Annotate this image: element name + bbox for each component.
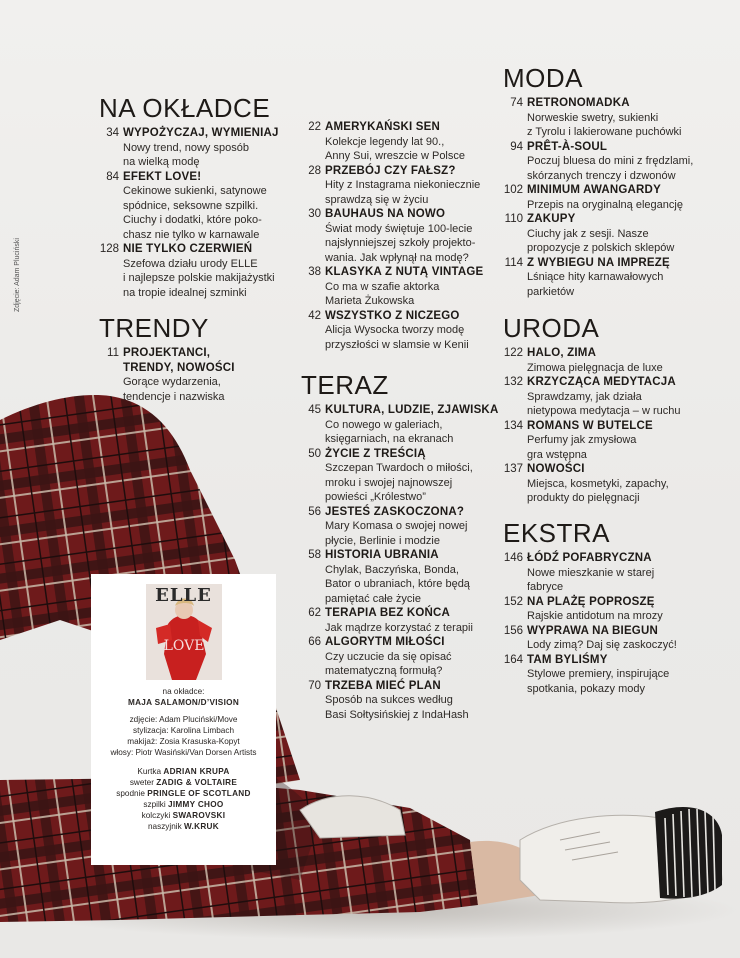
entry-description: Nowe mieszkanie w starej	[527, 566, 655, 579]
entry-description: Hity z Instagrama niekoniecznie	[325, 179, 481, 191]
clothing-item: spodnie	[116, 789, 145, 798]
section-trendy	[99, 314, 289, 404]
page-number: 30	[308, 208, 321, 220]
entry-title: KULTURA, LUDZIE, ZJAWISKA	[325, 404, 499, 416]
entry-title: TRZEBA MIEĆ PLAN	[325, 679, 441, 692]
clothing-brand: ADRIAN KRUPA	[163, 767, 230, 776]
entry-description: i najlepsze polskie makijażystki	[123, 272, 275, 284]
entry-title: ROMANS W BUTELCE	[527, 419, 653, 432]
entry-title: TERAPIA BEZ KOŃCA	[325, 607, 451, 619]
toc-entry	[503, 212, 723, 256]
entry-title-cont: TRENDY, NOWOŚCI	[123, 361, 235, 374]
toc-entry	[503, 595, 723, 624]
entry-description: Alicja Wysocka tworzy modę	[325, 324, 465, 336]
entry-description: tendencje i nazwiska	[123, 390, 225, 403]
toc-entry	[503, 653, 723, 697]
section-title: URODA	[503, 313, 600, 343]
page-number: 56	[308, 505, 321, 518]
entry-description: Jak mądrze korzystać z terapii	[325, 621, 473, 634]
entry-description: Perfumy jak zmysłowa	[527, 434, 637, 446]
clothing-item: naszyjnik	[148, 822, 182, 831]
entry-description: Mary Komasa o swojej nowej	[325, 520, 468, 532]
section-title: NA OKŁADCE	[99, 93, 271, 123]
entry-description: fabryce	[527, 581, 564, 593]
clothing-brand: W.KRUK	[183, 822, 219, 831]
entry-description: Norweskie swetry, sukienki	[527, 111, 659, 124]
entry-description: spotkania, pokazy mody	[527, 682, 646, 695]
entry-description: sprawdzą się w życiu	[325, 193, 429, 206]
entry-description: spódnice, seksowne szpilki.	[123, 199, 259, 212]
clothing-credit	[91, 766, 276, 777]
clothes-list	[91, 766, 276, 832]
toc-entry	[503, 624, 723, 653]
section-title: TERAZ	[301, 370, 389, 400]
cover-credit: zdjęcie: Adam Pluciński/Move	[129, 715, 238, 724]
toc-entry	[301, 505, 511, 549]
entry-description: chasz nie tylko w karnawale	[123, 228, 260, 241]
page-number: 70	[308, 679, 321, 692]
entry-description: pamiętać całe życie	[325, 592, 421, 605]
section-na-okladce	[99, 94, 289, 300]
page-number: 11	[107, 347, 119, 359]
entry-title: PROJEKTANCI,	[123, 347, 211, 359]
page-number: 74	[510, 97, 523, 109]
toc-entry	[99, 346, 289, 404]
entry-title: ZAKUPY	[527, 213, 576, 225]
clothing-credit	[91, 821, 276, 832]
toc-entry	[301, 679, 511, 723]
page-number: 156	[503, 624, 523, 637]
entry-description: Anny Sui, wreszcie w Polsce	[325, 150, 465, 162]
page-number: 94	[510, 140, 523, 153]
page-number: 110	[504, 213, 523, 225]
page-number: 128	[99, 243, 119, 255]
entry-description: Marieta Żukowska	[325, 295, 415, 307]
entry-description: Cekinowe sukienki, satynowe	[123, 185, 267, 197]
clothing-item: sweter	[129, 778, 154, 787]
entries	[99, 126, 289, 300]
entry-title: NIE TYLKO CZERWIEŃ	[123, 243, 253, 255]
page-number: 114	[504, 256, 523, 269]
page-number: 152	[503, 595, 523, 608]
entry-description: Miejsca, kosmetyki, zapachy,	[527, 477, 669, 490]
entry-description: Chylak, Baczyńska, Bonda,	[325, 563, 459, 576]
toc-entry	[503, 346, 723, 375]
entry-title: AMERYKAŃSKI SEN	[325, 121, 441, 133]
page-number: 50	[308, 447, 321, 460]
entry-description: Co ma w szafie aktorka	[325, 280, 440, 293]
toc-entry	[99, 126, 289, 170]
section-uroda	[503, 314, 723, 506]
section-title: EKSTRA	[503, 518, 611, 548]
cover-credit: makijaż: Zosia Krasuska-Kopyt	[127, 737, 240, 746]
entry-description: propozycje z polskich sklepów	[527, 242, 675, 254]
toc-entry	[503, 256, 723, 300]
entry-title: BAUHAUS NA NOWO	[325, 208, 446, 220]
clothing-item: szpilki	[143, 800, 166, 809]
entry-title: Z WYBIEGU NA IMPREZĘ	[527, 256, 670, 269]
entry-title: WSZYSTKO Z NICZEGO	[325, 309, 460, 322]
entry-title: WYPRAWA NA BIEGUN	[527, 624, 658, 637]
entry-description: Bator o ubraniach, które będą	[325, 578, 470, 590]
toc-entry	[301, 309, 501, 353]
entry-title: WYPOŻYCZAJ, WYMIENIAJ	[123, 127, 279, 139]
entry-title: PRZEBÓJ CZY FAŁSZ?	[325, 164, 456, 177]
entry-title: NOWOŚCI	[527, 463, 585, 475]
clothing-credit	[91, 777, 276, 788]
entry-description: z Tyrolu i lakierowane puchówki	[527, 126, 682, 138]
entry-description: Poczuj bluesa do mini z frędzlami,	[527, 155, 694, 167]
page-number: 122	[503, 347, 523, 359]
entry-title: PRÊT-À-SOUL	[527, 140, 608, 153]
photo-credit: Zdjęcie: Adam Pluciński	[14, 238, 21, 312]
clothing-brand: ZADIG & VOLTAIRE	[156, 778, 238, 787]
toc-entry	[503, 375, 723, 419]
toc-entry	[503, 419, 723, 463]
entry-description: Sprawdzamy, jak działa	[527, 390, 642, 403]
page-number: 146	[503, 552, 523, 564]
entry-description: Ciuchy jak z sesji. Nasze	[527, 227, 649, 240]
entry-description: Kolekcje legendy lat 90.,	[325, 135, 445, 148]
toc-entry	[503, 183, 723, 212]
entry-description: Lśniące hity karnawałowych	[527, 271, 664, 283]
entry-description: Szefowa działu urody ELLE	[123, 257, 258, 270]
entry-description: na wielką modę	[123, 156, 200, 168]
page-number: 66	[308, 636, 321, 648]
cover-word: LOVE	[163, 638, 204, 654]
toc-entry	[301, 548, 511, 606]
entry-title: HISTORIA UBRANIA	[325, 549, 439, 561]
entry-description: Basi Sołtysińskiej z IndaHash	[325, 708, 469, 721]
entry-description: Stylowe premiery, inspirujące	[527, 668, 670, 680]
entry-description: Ciuchy i dodatki, które poko-	[123, 214, 262, 226]
toc-entry	[503, 551, 723, 595]
section-title: TRENDY	[99, 313, 209, 343]
entry-description: Świat mody świętuje 100-lecie	[325, 222, 473, 235]
toc-entry	[301, 207, 501, 265]
entry-description: produkty do pielęgnacji	[527, 492, 640, 504]
toc-entry	[301, 635, 511, 679]
cover-thumbnail	[146, 584, 222, 680]
page-number: 102	[503, 184, 523, 196]
entry-title: NA PLAŻĘ POPROSZĘ	[527, 595, 655, 608]
cover-model: MAJA SALAMON/D’VISION	[127, 698, 240, 707]
sneaker-left	[300, 796, 405, 838]
cover-credit: włosy: Piotr Wasiński/Van Dorsen Artists	[110, 748, 257, 757]
page-number: 84	[106, 170, 119, 183]
entry-description: powieści „Królestwo”	[325, 491, 426, 503]
toc-entry	[99, 242, 289, 300]
cover-logo: ELLE	[155, 585, 212, 606]
entry-description: Szczepan Twardoch o miłości,	[325, 462, 473, 474]
section-middle-list	[301, 120, 501, 352]
cover-credit: stylizacja: Karolina Limbach	[132, 726, 235, 735]
entry-description: Nowy trend, nowy sposób	[123, 141, 249, 154]
entry-description: Zimowa pielęgnacja de luxe	[527, 361, 663, 374]
toc-entry	[503, 140, 723, 184]
entry-description: płycie, Berlinie i modzie	[325, 534, 440, 547]
entry-description: Rajskie antidotum na mrozy	[527, 610, 663, 622]
page-number: 134	[503, 419, 523, 432]
clothing-brand: PRINGLE OF SCOTLAND	[147, 789, 251, 798]
entry-title: ŁÓDŹ POFABRYCZNA	[527, 552, 652, 564]
toc-entry	[301, 606, 511, 635]
toc-entry	[301, 265, 501, 309]
entry-description: parkietów	[527, 285, 575, 298]
entry-title: TAM BYLIŚMY	[527, 653, 608, 666]
entry-description: matematyczną formułą?	[325, 665, 443, 677]
toc-entry	[301, 120, 501, 164]
page-number: 62	[308, 607, 321, 619]
entry-description: mroku i swojej najnowszej	[325, 476, 453, 489]
page-number: 45	[308, 404, 321, 416]
page-number: 22	[308, 121, 321, 133]
toc-entry	[301, 403, 511, 447]
entry-description: Gorące wydarzenia,	[123, 376, 221, 388]
page-number: 164	[503, 653, 523, 666]
entry-description: Przepis na oryginalną elegancję	[527, 198, 683, 211]
entry-title: HALO, ZIMA	[527, 347, 597, 359]
section-title: MODA	[503, 63, 583, 93]
clothing-credit	[91, 799, 276, 810]
entry-description: nietypowa medytacja – w ruchu	[527, 405, 681, 417]
page-number: 34	[106, 127, 119, 139]
cover-info-box	[91, 574, 276, 865]
entry-description: najsłynniejszej szkoły projekto-	[325, 237, 476, 249]
entry-title: KRZYCZĄCA MEDYTACJA	[527, 376, 676, 388]
entry-description: gra wstępna	[527, 448, 587, 461]
page-number: 28	[308, 164, 321, 177]
entry-description: na tropie idealnej szminki	[123, 286, 247, 299]
toc-entry	[99, 170, 289, 243]
entry-title: EFEKT LOVE!	[123, 170, 202, 183]
clothing-item: Kurtka	[137, 767, 162, 776]
entry-description: Co nowego w galeriach,	[325, 418, 443, 431]
entry-description: księgarniach, na ekranach	[325, 433, 454, 445]
entry-title: MINIMUM AWANGARDY	[527, 184, 661, 196]
clothing-credit	[91, 810, 276, 821]
entry-description: Czy uczucie da się opisać	[325, 650, 452, 663]
clothing-brand: SWAROVSKI	[172, 811, 226, 820]
section-moda	[503, 64, 723, 299]
entry-title: JESTEŚ ZASKOCZONA?	[325, 505, 465, 518]
cover-label: na okładce:	[162, 687, 205, 696]
page-number: 58	[308, 549, 321, 561]
entry-description: Sposób na sukces według	[325, 694, 453, 706]
page-number: 137	[503, 463, 523, 475]
entry-title: RETRONOMADKA	[527, 97, 630, 109]
toc-entry	[503, 96, 723, 140]
entry-description: wania. Jak wpłynął na modę?	[325, 251, 469, 264]
page-number: 132	[503, 376, 523, 388]
entry-description: przyszłości w slamsie w Kenii	[325, 338, 469, 351]
section-teraz	[301, 371, 511, 722]
toc-entry	[503, 462, 723, 506]
page-number: 42	[308, 309, 321, 322]
page-number: 38	[308, 266, 321, 278]
section-ekstra	[503, 519, 723, 696]
clothing-credit	[91, 788, 276, 799]
entry-description: skórzanych trenczy i dzwonów	[527, 169, 676, 182]
entry-title: KLASYKA Z NUTĄ VINTAGE	[325, 266, 484, 278]
clothing-item: kolczyki	[141, 811, 171, 820]
toc-entry	[301, 164, 501, 208]
clothing-brand: JIMMY CHOO	[167, 800, 224, 809]
entry-description: Lody zimą? Daj się zaskoczyć!	[527, 639, 677, 651]
toc-entry	[301, 447, 511, 505]
entry-title: ŻYCIE Z TREŚCIĄ	[325, 447, 426, 460]
entry-title: ALGORYTM MIŁOŚCI	[325, 636, 445, 648]
